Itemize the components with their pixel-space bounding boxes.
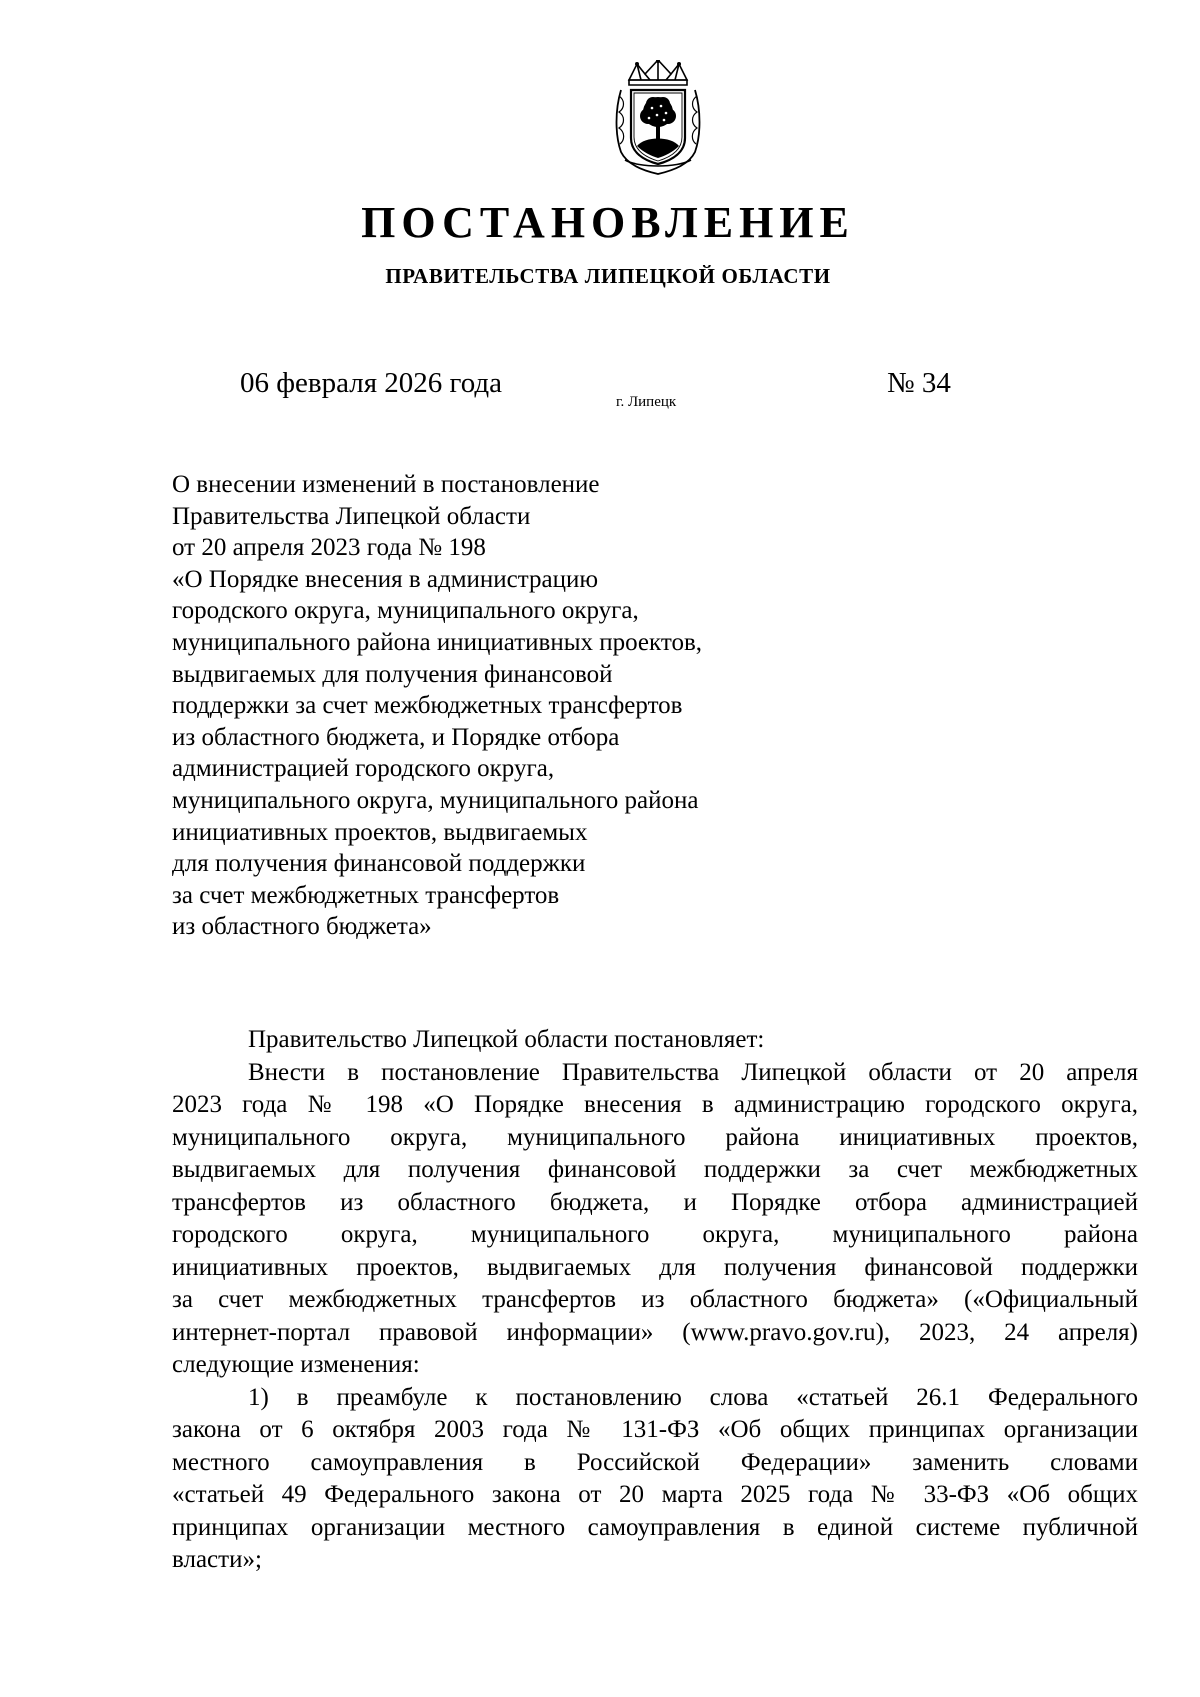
amendment-paragraph xyxy=(172,1057,1138,1382)
paragraph-line: за счет межбюджетных трансфертов из областного бюджета» («Официальный xyxy=(172,1286,1138,1313)
heading-line: выдвигаемых для получения финансовой xyxy=(172,660,613,688)
heading-line: Правительства Липецкой области xyxy=(172,502,531,530)
paragraph-line: городского округа, муниципального округа, муниципального района xyxy=(172,1221,1138,1248)
heading-line: муниципального района инициативных проектов, xyxy=(172,628,702,656)
paragraph-line: власти»; xyxy=(172,1546,262,1573)
document-heading xyxy=(172,469,872,943)
paragraph-line: интернет-портал правовой информации» (www.pravo.gov.ru), 2023, 24 апреля) xyxy=(172,1318,1138,1346)
paragraph-line: выдвигаемых для получения финансовой поддержки за счет межбюджетных xyxy=(172,1156,1138,1183)
coat-of-arms-emblem xyxy=(615,60,701,176)
heading-line: О внесении изменений в постановление xyxy=(172,471,600,498)
heading-line: инициативных проектов, выдвигаемых xyxy=(172,818,588,846)
heading-line: «О Порядке внесения в администрацию xyxy=(172,565,599,593)
document-body xyxy=(172,1024,1138,1577)
heading-line: администрацией городского округа, xyxy=(172,755,555,783)
paragraph-line: муниципального округа, муниципального района инициативных проектов, xyxy=(172,1123,1138,1151)
document-issuer: ПРАВИТЕЛЬСТВА ЛИПЕЦКОЙ ОБЛАСТИ xyxy=(385,264,831,288)
heading-line: из областного бюджета» xyxy=(172,913,432,941)
heading-line: муниципального округа, муниципального района xyxy=(172,786,699,814)
heading-line: для получения финансовой поддержки xyxy=(172,850,586,878)
paragraph-line: инициативных проектов, выдвигаемых для получения финансовой поддержки xyxy=(172,1253,1138,1281)
paragraph-line: «статьей 49 Федерального закона от 20 марта 2025 года № 33-ФЗ «Об общих xyxy=(172,1481,1138,1508)
paragraph-line: трансфертов из областного бюджета, и Порядке отбора администрацией xyxy=(172,1188,1138,1216)
intro-paragraph: Правительство Липецкой области постановляет: xyxy=(248,1026,765,1053)
heading-line: от 20 апреля 2023 года № 198 xyxy=(172,534,486,562)
heading-line: из областного бюджета, и Порядке отбора xyxy=(172,723,620,751)
paragraph-line: закона от 6 октября 2003 года № 131-ФЗ «Об общих принципах организации xyxy=(172,1416,1138,1443)
paragraph-line: 1) в преамбуле к постановлению слова «статьей 26.1 Федерального xyxy=(248,1383,1138,1411)
heading-line: за счет межбюджетных трансфертов xyxy=(172,881,560,909)
heading-line: городского округа, муниципального округа, xyxy=(172,597,639,625)
document-number: № 34 xyxy=(887,367,951,399)
heading-line: поддержки за счет межбюджетных трансфертов xyxy=(172,692,683,720)
paragraph-line: Внести в постановление Правительства Липецкой области от 20 апреля xyxy=(248,1058,1138,1086)
document-title: ПОСТАНОВЛЕНИЕ xyxy=(361,198,855,247)
document-city: г. Липецк xyxy=(616,394,677,410)
paragraph-line: местного самоуправления в Российской Федерации» заменить словами xyxy=(172,1448,1138,1476)
preamble-amendment-item xyxy=(172,1382,1138,1577)
paragraph-line: принципах организации местного самоуправления в единой системе публичной xyxy=(172,1513,1138,1541)
paragraph-line: 2023 года № 198 «О Порядке внесения в администрацию городского округа, xyxy=(172,1091,1138,1118)
document-date: 06 февраля 2026 года xyxy=(240,367,503,399)
paragraph-line: следующие изменения: xyxy=(172,1351,420,1378)
